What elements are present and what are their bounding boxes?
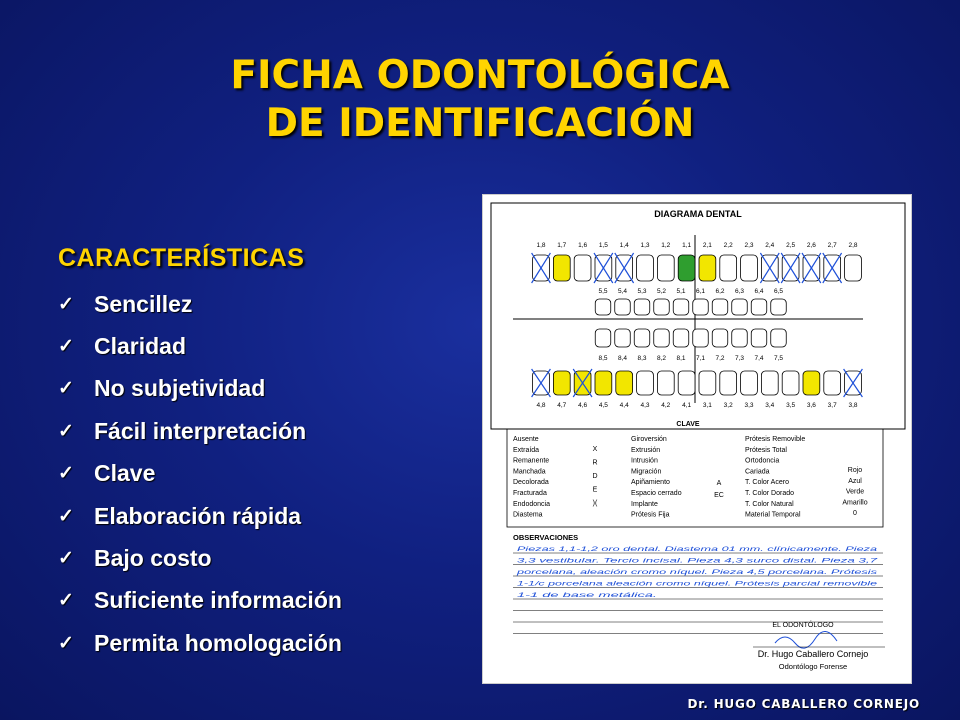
tooth	[637, 371, 654, 395]
key-symbol: X	[592, 446, 598, 453]
key-title: CLAVE	[676, 421, 700, 428]
key-symbol: A	[716, 480, 722, 487]
feature-label: Bajo costo	[94, 545, 212, 572]
tooth	[803, 371, 820, 395]
tooth-number: 1,3	[640, 242, 650, 249]
tooth	[654, 299, 670, 315]
tooth	[616, 371, 633, 395]
checkmark-icon: ✓	[58, 505, 74, 527]
upper-deciduous-teeth	[595, 299, 786, 315]
key-prosthesis: Material Temporal	[745, 511, 801, 519]
lower-permanent-labels	[536, 402, 857, 409]
tooth	[615, 329, 631, 347]
upper-permanent-teeth	[532, 253, 862, 283]
tooth-number: 7,2	[715, 355, 725, 362]
key-column-prosthesis	[745, 436, 805, 519]
signature-label: EL ODONTÓLOGO	[772, 622, 834, 629]
checkmark-icon: ✓	[58, 336, 74, 358]
key-condition: Fracturada	[513, 490, 547, 497]
tooth	[720, 371, 737, 395]
key-prosthesis: Cariada	[745, 468, 770, 476]
tooth	[693, 329, 709, 347]
tooth-number: 1,7	[557, 242, 567, 249]
tooth	[673, 329, 689, 347]
tooth	[824, 371, 841, 395]
tooth-number: 6,5	[773, 288, 784, 295]
handwritten-note: 1-1 de base metálica.	[517, 592, 657, 599]
tooth-number: 1,1	[682, 242, 692, 249]
key-symbol: EC	[714, 492, 724, 499]
key-column-conditions	[513, 436, 550, 519]
tooth	[678, 255, 695, 281]
tooth-number: 2,5	[786, 242, 796, 249]
checkmark-icon: ✓	[58, 632, 74, 654]
tooth-number: 8,1	[676, 355, 686, 362]
tooth-number: 5,2	[656, 288, 667, 295]
tooth-number: 8,3	[637, 355, 647, 362]
tooth-number: 4,4	[619, 402, 629, 409]
key-column-symbols-1	[592, 446, 598, 507]
title-line-1: FICHA ODONTOLÓGICA	[230, 53, 730, 98]
tooth-number: 7,5	[773, 355, 784, 362]
tooth	[771, 329, 787, 347]
tooth-number: 1,8	[536, 242, 546, 249]
tooth	[771, 299, 787, 315]
checkmark-icon: ✓	[58, 463, 74, 485]
observations-label: OBSERVACIONES	[513, 533, 579, 542]
tooth-number: 3,3	[744, 402, 754, 409]
tooth	[699, 371, 716, 395]
title-line-2: DE IDENTIFICACIÓN	[265, 101, 695, 146]
tooth-number: 4,5	[598, 402, 608, 409]
feature-label: Sencillez	[94, 290, 193, 317]
tooth-number: 1,2	[661, 242, 671, 249]
tooth	[673, 299, 689, 315]
tooth-number: 2,6	[806, 242, 816, 249]
tooth-number: 2,8	[848, 242, 858, 249]
feature-item	[58, 580, 342, 622]
tooth	[637, 255, 654, 281]
checkmark-icon: ✓	[58, 548, 74, 570]
key-color: Amarillo	[842, 499, 868, 507]
tooth-number: 6,1	[695, 288, 706, 295]
key-prosthesis: T. Color Acero	[745, 479, 789, 487]
tooth-number: 7,4	[754, 355, 764, 362]
feature-item	[58, 453, 342, 495]
tooth-number: 4,3	[640, 402, 650, 409]
feature-items	[58, 283, 342, 665]
tooth-number: 3,6	[806, 402, 816, 409]
handwritten-note: 1-1/c porcelana aleación cromo níquel. Prótesis parcial removible	[517, 580, 878, 588]
key-movement: Extrusión	[631, 446, 661, 454]
feature-item	[58, 325, 342, 367]
tooth-number: 6,2	[715, 288, 725, 295]
feature-label: Elaboración rápida	[94, 502, 302, 529]
upper-permanent-labels	[536, 242, 857, 249]
key-symbol: )(	[592, 500, 598, 507]
tooth-number: 1,6	[578, 242, 588, 249]
tooth	[751, 329, 767, 347]
dental-form-drawing	[483, 195, 913, 685]
key-column-movements	[631, 436, 682, 519]
tooth-number: 4,6	[578, 402, 588, 409]
tooth-number: 3,1	[702, 402, 712, 409]
key-movement: Apiñamiento	[631, 479, 670, 487]
key-symbol: E	[592, 486, 598, 494]
checkmark-icon: ✓	[58, 293, 74, 315]
tooth-number: 8,5	[598, 355, 608, 362]
key-color: Rojo	[847, 467, 863, 474]
tooth-number: 4,7	[557, 402, 567, 409]
tooth	[693, 299, 709, 315]
feature-label: Clave	[94, 460, 156, 487]
key-column-colors	[842, 467, 867, 517]
tooth-number: 6,3	[734, 288, 745, 295]
key-condition: Extraída	[513, 446, 540, 454]
tooth	[699, 255, 716, 281]
feature-label: Permita homologación	[94, 629, 342, 656]
feature-item	[58, 622, 342, 664]
tooth	[845, 255, 862, 281]
tooth-number: 4,8	[536, 402, 546, 409]
key-movement: Prótesis Fija	[631, 511, 670, 519]
checkmark-icon: ✓	[58, 378, 74, 400]
key-symbol: D	[592, 473, 598, 480]
tooth-number: 7,1	[695, 355, 706, 362]
feature-label: Fácil interpretación	[94, 417, 307, 444]
dental-form-image	[482, 194, 912, 684]
feature-item	[58, 537, 342, 579]
signature-scribble	[775, 631, 837, 648]
key-movement: Migración	[631, 468, 662, 476]
key-prosthesis: T. Color Natural	[745, 500, 794, 508]
key-prosthesis: Ortodoncia	[745, 457, 780, 465]
tooth-number: 4,2	[661, 402, 671, 409]
tooth	[595, 371, 612, 395]
key-frame	[507, 429, 883, 527]
tooth	[595, 299, 611, 315]
handwritten-note: 3,3 vestibular. Tercio incisal. Pieza 4,3 surco distal. Pieza 3,7	[517, 557, 878, 565]
tooth	[712, 299, 728, 315]
tooth	[574, 255, 591, 281]
tooth	[654, 329, 670, 347]
checkmark-icon: ✓	[58, 420, 74, 442]
feature-label: Suficiente información	[94, 587, 342, 614]
key-condition: Remanente	[513, 457, 550, 465]
tooth	[732, 299, 748, 315]
feature-label: No subjetividad	[94, 375, 266, 402]
key-condition: Decolorada	[513, 479, 549, 487]
key-color: Verde	[845, 488, 865, 496]
tooth-number: 2,3	[744, 242, 754, 249]
diagram-frame	[491, 203, 905, 429]
handwritten-note: porcelana, aleación cromo níquel. Pieza 4,5 porcelana. Prótesis	[515, 569, 879, 576]
tooth	[751, 299, 767, 315]
lower-permanent-teeth	[532, 369, 863, 397]
features-list	[58, 244, 342, 665]
key-color: Azul	[848, 477, 862, 485]
tooth	[595, 329, 611, 347]
key-condition: Ausente	[513, 436, 539, 443]
tooth	[782, 371, 799, 395]
key-condition: Manchada	[513, 468, 546, 476]
author-footer: Dr. HUGO CABALLERO CORNEJO	[687, 697, 920, 711]
tooth-number: 1,4	[619, 242, 629, 249]
feature-item	[58, 368, 342, 410]
key-prosthesis: T. Color Dorado	[745, 490, 795, 497]
tooth	[615, 299, 631, 315]
checkmark-icon: ✓	[58, 590, 74, 612]
tooth-number: 7,3	[734, 355, 745, 362]
upper-deciduous-labels	[598, 288, 783, 295]
key-condition: Diastema	[513, 511, 543, 519]
tooth-number: 3,8	[848, 402, 858, 409]
feature-label: Claridad	[94, 333, 187, 360]
slide-title	[0, 52, 960, 148]
tooth-number: 5,3	[637, 288, 647, 295]
tooth-number: 5,4	[617, 288, 628, 295]
tooth	[720, 255, 737, 281]
tooth	[678, 371, 695, 395]
tooth	[732, 329, 748, 347]
tooth	[741, 255, 758, 281]
tooth-number: 3,2	[723, 402, 733, 409]
tooth	[712, 329, 728, 347]
tooth	[657, 371, 674, 395]
tooth-number: 3,5	[786, 402, 796, 409]
tooth-number: 1,5	[598, 242, 608, 249]
tooth	[553, 255, 570, 281]
lower-deciduous-teeth	[595, 329, 786, 347]
diagram-title: DIAGRAMA DENTAL	[654, 209, 742, 219]
key-movement: Espacio cerrado	[631, 490, 682, 497]
feature-item	[58, 495, 342, 537]
handwritten-notes	[515, 546, 879, 599]
tooth-number: 5,1	[676, 288, 686, 295]
key-movement: Implante	[631, 500, 658, 508]
tooth-number: 8,2	[656, 355, 667, 362]
signature-title: Odontólogo Forense	[778, 662, 848, 671]
tooth	[634, 329, 650, 347]
tooth-number: 2,1	[702, 242, 712, 249]
handwritten-note: Piezas 1,1-1,2 oro dental. Diastema 01 mm. clínicamente. Pieza	[517, 546, 878, 553]
key-condition: Endodoncia	[513, 500, 550, 508]
tooth	[741, 371, 758, 395]
tooth-number: 8,4	[617, 355, 628, 362]
tooth-number: 6,4	[754, 288, 764, 295]
key-movement: Intrusión	[631, 457, 658, 465]
key-column-symbols-2	[714, 480, 724, 499]
tooth-number: 3,7	[827, 402, 837, 409]
tooth-number: 2,2	[723, 242, 733, 249]
key-prosthesis: Prótesis Removible	[745, 436, 806, 443]
feature-item	[58, 283, 342, 325]
key-prosthesis: Prótesis Total	[745, 446, 787, 454]
tooth	[553, 371, 570, 395]
tooth	[634, 299, 650, 315]
tooth-number: 4,1	[682, 402, 692, 409]
tooth-number: 2,4	[765, 242, 775, 249]
key-symbol: R	[592, 459, 598, 467]
key-movement: Giroversión	[631, 436, 667, 443]
features-heading: CARACTERÍSTICAS	[58, 244, 305, 272]
key-color: 0	[853, 510, 857, 518]
feature-item	[58, 410, 342, 452]
lower-deciduous-labels	[598, 355, 783, 362]
tooth-number: 3,4	[765, 402, 775, 409]
tooth-number: 2,7	[827, 242, 837, 249]
tooth-number: 5,5	[598, 288, 608, 295]
tooth	[761, 371, 778, 395]
signature-name: Dr. Hugo Caballero Cornejo	[757, 649, 869, 659]
tooth	[657, 255, 674, 281]
